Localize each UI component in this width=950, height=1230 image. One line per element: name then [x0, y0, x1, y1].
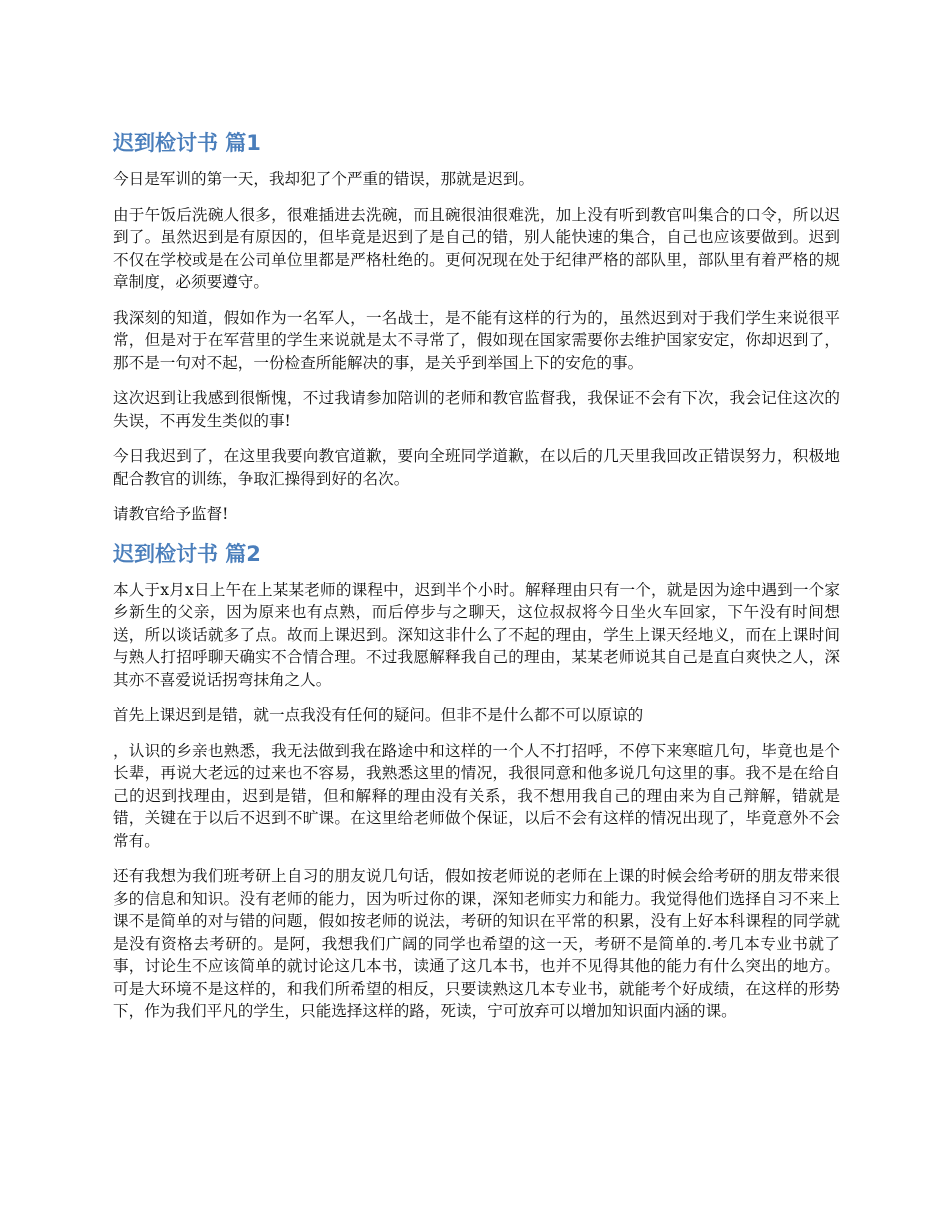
- section-2-paragraph-2: 首先上课迟到是错，就一点我没有任何的疑问。但非不是什么都不可以原谅的: [113, 706, 644, 724]
- section-1-paragraph-5: 今日我迟到了，在这里我要向教官道歉，要向全班同学道歉，在以后的几天里我回改正错误努力，积极地配合教官的训练，争取汇操得到好的名次。: [113, 447, 840, 488]
- section-1-paragraph-3: 我深刻的知道，假如作为一名军人，一名战士，是不能有这样的行为的，虽然迟到对于我们学生来说很平常，但是对于在军营里的学生来说就是太不寻常了，假如现在国家需要你去维护国家安定，你却迟到了，那不是一句对不起，一份检查所能解决的事，是关乎到举国上下的安危的事。: [113, 308, 840, 372]
- section-2-paragraph-4: 还有我想为我们班考研上自习的朋友说几句话，假如按老师说的老师在上课的时候会给考研的朋友带来很多的信息和知识。没有老师的能力，因为听过你的课，深知老师实力和能力。我觉得他们选择自习不来上课不是简单的对与错的问题，假如按老师的说法，考研的知识在平常的积累，没有上好本科课程的同学就是没有资格去考研的。是阿，我想我们广阔的同学也希望的这一天，考研不是简单的.考几本专业书就了事，讨论生不应该简单的就讨论这几本书，读通了这几本书，也并不见得其他的能力有什么突出的地方。可是大环境不是这样的，和我们所希望的相反，只要读熟这几本专业书，就能考个好成绩，在这样的形势下，作为我们平凡的学生，只能选择这样的路，死读，宁可放弃可以增加知识面内涵的课。: [113, 867, 840, 1020]
- section-1-paragraph-6: 请教官给予监督!: [113, 505, 229, 523]
- section-1-paragraph-1: 今日是军训的第一天，我却犯了个严重的错误，那就是迟到。: [113, 170, 535, 188]
- section-2-paragraph-3: ，认识的乡亲也熟悉，我无法做到我在路途中和这样的一个人不打招呼，不停下来寒暄几句，毕竟也是个长辈，再说大老远的过来也不容易，我熟悉这里的情况，我很同意和他多说几句这里的事。我不是在给自己的迟到找理由，迟到是错，但和解释的理由没有关系，我不想用我自己的理由来为自己辩解，错就是错，关键在于以后不迟到不旷课。在这里给老师做个保证，以后不会有这样的情况出现了，毕竟意外不会常有。: [113, 741, 840, 850]
- document-page: [113, 128, 840, 1036]
- section-1-paragraph-2: 由于午饭后洗碗人很多，很难插进去洗碗，而且碗很油很难洗，加上没有听到教官叫集合的口令，所以迟到了。虽然迟到是有原因的，但毕竟是迟到了是自己的错，别人能快速的集合，自己也应该要做到。迟到不仅在学校或是在公司单位里都是严格杜绝的。更何况现在处于纪律严格的部队里，部队里有着严格的规章制度，必须要遵守。: [113, 205, 840, 291]
- section-2-title: 迟到检讨书 篇2: [113, 541, 261, 566]
- section-1-paragraph-4: 这次迟到让我感到很惭愧，不过我请参加陪训的老师和教官监督我，我保证不会有下次，我会记住这次的失误，不再发生类似的事!: [113, 389, 840, 430]
- section-2-paragraph-1: 本人于x月x日上午在上某某老师的课程中，迟到半个小时。解释理由只有一个，就是因为途中遇到一个家乡新生的父亲，因为原来也有点熟，而后停步与之聊天，这位叔叔将今日坐火车回家，下午没有时间想送，所以谈话就多了点。故而上课迟到。深知这非什么了不起的理由，学生上课天经地义，而在上课时间与熟人打招呼聊天确实不合情合理。不过我愿解释我自己的理由，某某老师说其自己是直白爽快之人，深其亦不喜爱说话拐弯抹角之人。: [113, 580, 840, 689]
- section-1-title: 迟到检讨书 篇1: [113, 131, 261, 155]
